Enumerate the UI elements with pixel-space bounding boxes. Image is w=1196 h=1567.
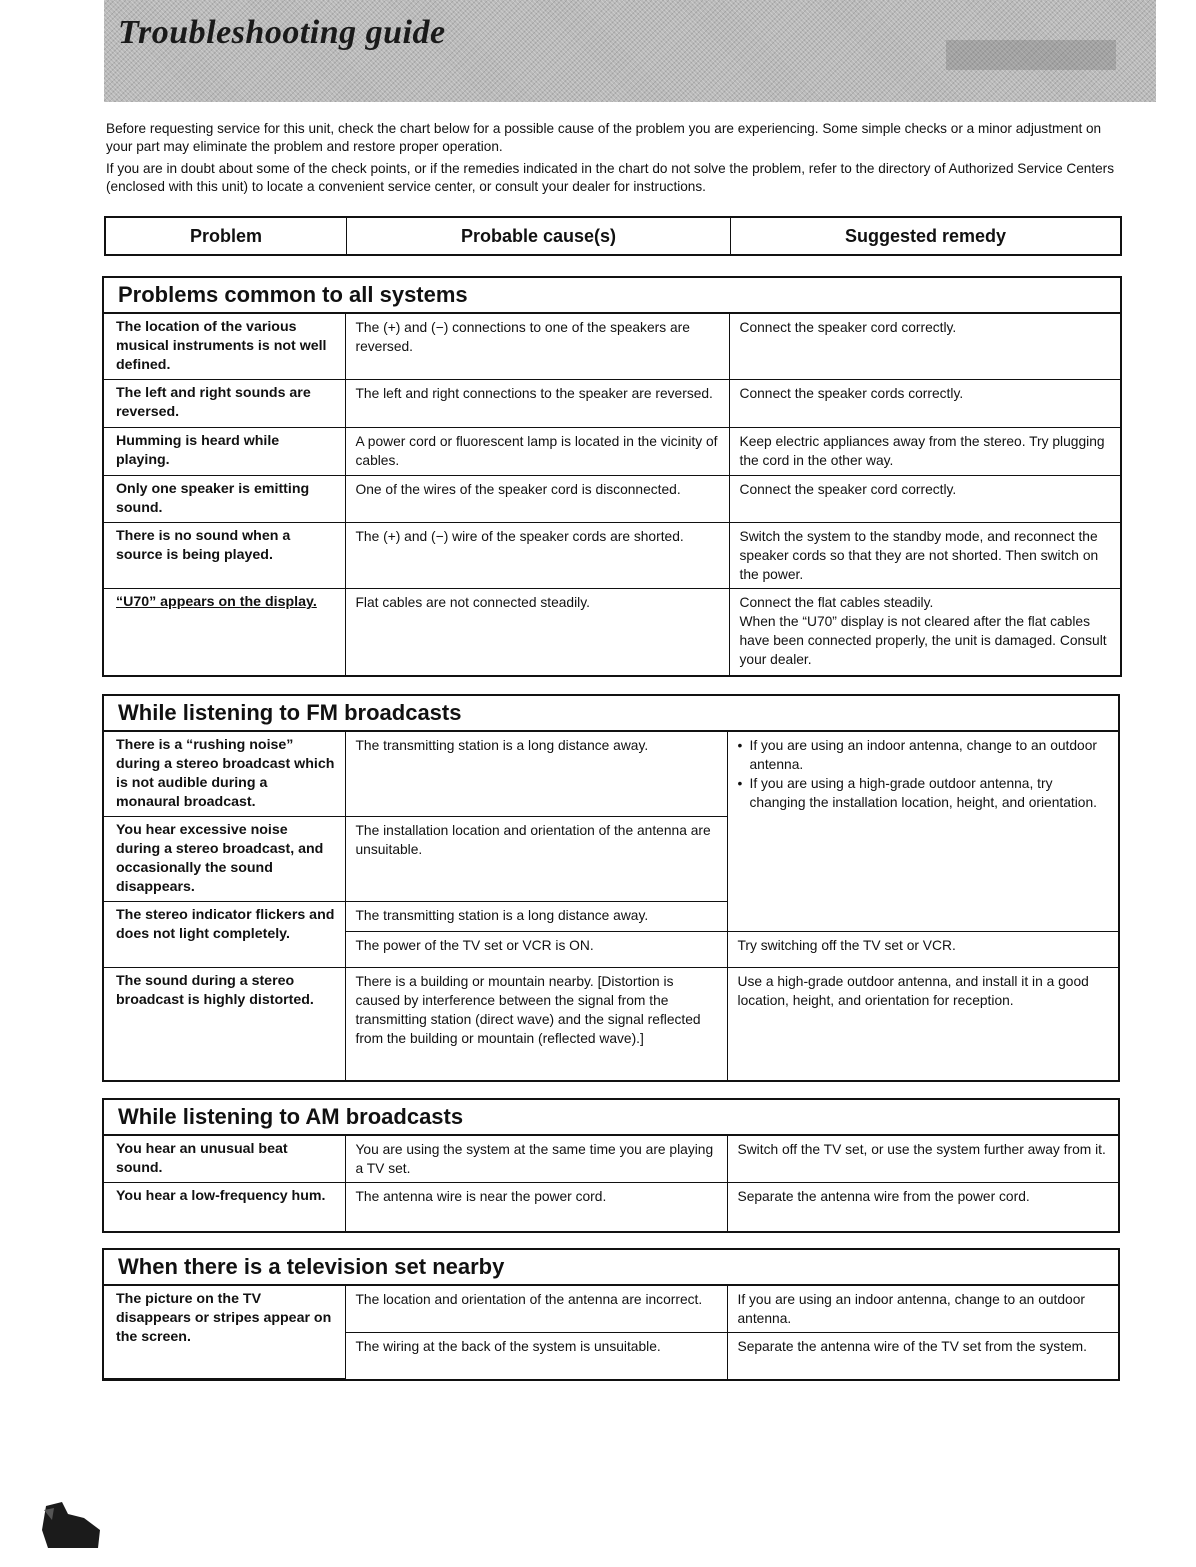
remedy-cell bbox=[727, 732, 1118, 932]
cause-cell: The transmitting station is a long distance away. bbox=[345, 732, 727, 817]
intro-paragraph: If you are in doubt about some of the check points, or if the remedies indicated in the chart do not solve the problem, refer to the directory of Authorized Service Centers (enclosed with this unit) to locate a convenient service center, or consult your dealer for instructions. bbox=[106, 161, 1115, 194]
problem-cell: Humming is heard while playing. bbox=[104, 428, 345, 476]
remedy-cell: Connect the speaker cords correctly. bbox=[729, 380, 1120, 428]
table-row bbox=[104, 314, 1120, 380]
problem-cell: “U70” appears on the display. bbox=[104, 589, 345, 675]
page-title: Troubleshooting guide bbox=[118, 14, 446, 51]
troubleshooting-table bbox=[104, 731, 1118, 1080]
cause-cell: The location and orientation of the antenna are incorrect. bbox=[345, 1286, 727, 1333]
column-headers bbox=[104, 216, 1122, 256]
cause-cell: The (+) and (−) connections to one of the speakers are reversed. bbox=[345, 314, 729, 380]
cause-cell: The transmitting station is a long distance away. bbox=[345, 902, 727, 932]
problem-cell: The location of the various musical instruments is not well defined. bbox=[104, 314, 345, 380]
remedy-cell: Switch the system to the standby mode, and reconnect the speaker cords so that they are not shorted. Then switch on the power. bbox=[729, 523, 1120, 589]
section-title: When there is a television set nearby bbox=[104, 1250, 1118, 1285]
table-row bbox=[104, 1183, 1118, 1231]
banner-decoration bbox=[946, 40, 1116, 70]
list-item: • If you are using a high-grade outdoor antenna, try changing the installation location, height, and orientation. bbox=[738, 774, 1109, 812]
cause-cell: The wiring at the back of the system is unsuitable. bbox=[345, 1333, 727, 1379]
intro-paragraph: Before requesting service for this unit, check the chart below for a possible cause of the problem you are experiencing. Some simple checks or a minor adjustment on your part may eliminate the problem and restore proper operation. bbox=[106, 121, 1102, 154]
problem-cell: There is no sound when a source is being played. bbox=[104, 523, 345, 589]
problem-cell: The picture on the TV disappears or stripes appear on the screen. bbox=[104, 1286, 345, 1379]
remedy-cell bbox=[729, 589, 1120, 675]
section-title: While listening to AM broadcasts bbox=[104, 1100, 1118, 1135]
remedy-text: Connect the flat cables steadily. bbox=[739, 595, 934, 610]
troubleshooting-table bbox=[104, 1135, 1118, 1231]
column-header-problem: Problem bbox=[106, 218, 347, 254]
problem-cell: You hear a low-frequency hum. bbox=[104, 1183, 345, 1231]
problem-cell: The stereo indicator flickers and does not light completely. bbox=[104, 902, 345, 968]
cause-cell: There is a building or mountain nearby. [Distortion is caused by interference between the signal from the transmitting station (direct wave) and the signal reflected from the building or mountain (reflected wave).] bbox=[345, 968, 727, 1080]
problem-cell: The left and right sounds are reversed. bbox=[104, 380, 345, 428]
remedy-cell: Connect the speaker cord correctly. bbox=[729, 314, 1120, 380]
remedy-cell: Connect the speaker cord correctly. bbox=[729, 476, 1120, 523]
cause-cell: You are using the system at the same time you are playing a TV set. bbox=[345, 1136, 727, 1183]
cause-cell: The power of the TV set or VCR is ON. bbox=[345, 932, 727, 968]
section-title: While listening to FM broadcasts bbox=[104, 696, 1118, 731]
table-row bbox=[104, 1286, 1118, 1333]
table-row bbox=[104, 380, 1120, 428]
troubleshooting-table bbox=[104, 1285, 1118, 1379]
cause-cell: A power cord or fluorescent lamp is located in the vicinity of cables. bbox=[345, 428, 729, 476]
remedy-cell: Switch off the TV set, or use the system further away from it. bbox=[727, 1136, 1118, 1183]
cause-cell: One of the wires of the speaker cord is disconnected. bbox=[345, 476, 729, 523]
cause-cell: Flat cables are not connected steadily. bbox=[345, 589, 729, 675]
remedy-cell: Keep electric appliances away from the stereo. Try plugging the cord in the other way. bbox=[729, 428, 1120, 476]
troubleshooting-table bbox=[104, 313, 1120, 675]
column-header-remedy: Suggested remedy bbox=[844, 225, 1007, 246]
section-television-nearby bbox=[102, 1248, 1120, 1381]
cause-cell: The left and right connections to the speaker are reversed. bbox=[345, 380, 729, 428]
problem-cell: The sound during a stereo broadcast is highly distorted. bbox=[104, 968, 345, 1080]
problem-cell: Only one speaker is emitting sound. bbox=[104, 476, 345, 523]
remedy-cell: Separate the antenna wire from the power cord. bbox=[727, 1183, 1118, 1231]
table-row bbox=[104, 589, 1120, 675]
problem-cell: There is a “rushing noise” during a stereo broadcast which is not audible during a monaural broadcast. bbox=[104, 732, 345, 817]
problem-cell: You hear excessive noise during a stereo broadcast, and occasionally the sound disappears. bbox=[104, 817, 345, 902]
table-row bbox=[104, 968, 1118, 1080]
cause-cell: The installation location and orientation of the antenna are unsuitable. bbox=[345, 817, 727, 902]
table-row bbox=[104, 476, 1120, 523]
remedy-cell: Use a high-grade outdoor antenna, and install it in a good location, height, and orientation for reception. bbox=[727, 968, 1118, 1080]
list-item: • If you are using an indoor antenna, change to an outdoor antenna. bbox=[738, 736, 1109, 774]
cause-cell: The antenna wire is near the power cord. bbox=[345, 1183, 727, 1231]
remedy-cell: Separate the antenna wire of the TV set from the system. bbox=[727, 1333, 1118, 1379]
remedy-list bbox=[738, 736, 1109, 812]
remedy-cell: Try switching off the TV set or VCR. bbox=[727, 932, 1118, 968]
page-corner-mark bbox=[40, 1500, 102, 1550]
section-common-problems bbox=[102, 276, 1122, 677]
table-row bbox=[104, 428, 1120, 476]
section-am-broadcasts bbox=[102, 1098, 1120, 1233]
cause-cell: The (+) and (−) wire of the speaker cords are shorted. bbox=[345, 523, 729, 589]
section-title: Problems common to all systems bbox=[104, 278, 1120, 313]
title-banner bbox=[104, 0, 1156, 102]
table-row bbox=[104, 732, 1118, 817]
intro-text bbox=[106, 120, 1126, 200]
table-row bbox=[104, 523, 1120, 589]
table-row bbox=[104, 1136, 1118, 1183]
remedy-cell: If you are using an indoor antenna, change to an outdoor antenna. bbox=[727, 1286, 1118, 1333]
problem-cell: You hear an unusual beat sound. bbox=[104, 1136, 345, 1183]
section-fm-broadcasts bbox=[102, 694, 1120, 1082]
column-header-cause: Probable cause(s) bbox=[347, 218, 731, 254]
remedy-text: When the “U70” display is not cleared after the flat cables have been connected properly, the unit is damaged. Consult your dealer. bbox=[739, 614, 1107, 667]
